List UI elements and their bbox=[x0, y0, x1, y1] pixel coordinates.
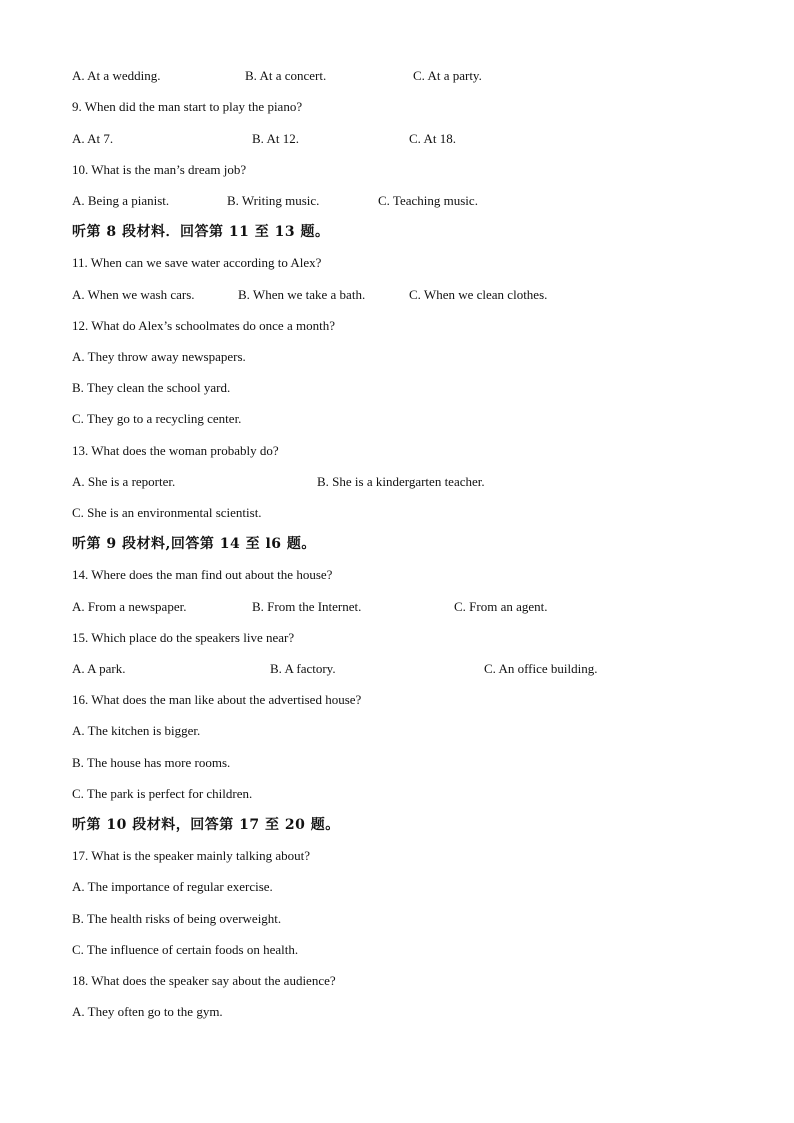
option-b: B. From the Internet. bbox=[252, 599, 362, 614]
option-c: C. From an agent. bbox=[454, 599, 548, 614]
option-a: A. At a wedding. bbox=[72, 68, 161, 83]
option-b: B. At a concert. bbox=[245, 68, 327, 83]
option-a: A. When we wash cars. bbox=[72, 287, 195, 302]
option-c: C. An office building. bbox=[484, 661, 598, 676]
question-14: 14. Where does the man find out about the house? bbox=[72, 567, 333, 582]
option-a: A. The kitchen is bigger. bbox=[72, 723, 201, 738]
question-13: 13. What does the woman probably do? bbox=[72, 443, 279, 458]
question-9: 9. When did the man start to play the piano? bbox=[72, 99, 303, 114]
question-16: 16. What does the man like about the advertised house? bbox=[72, 692, 362, 707]
question-10: 10. What is the man’s dream job? bbox=[72, 162, 247, 177]
section-heading: 听第 10 段材料，回答第 17 至 20 题。 bbox=[72, 817, 340, 833]
option-b: B. A factory. bbox=[270, 661, 336, 676]
option-a: A. At 7. bbox=[72, 131, 114, 146]
question-11: 11. When can we save water according to Alex? bbox=[72, 255, 322, 270]
section-heading: 听第 8 段材料．回答第 11 至 13 题。 bbox=[72, 224, 330, 240]
option-c: C. The influence of certain foods on health. bbox=[72, 942, 299, 957]
option-c: C. They go to a recycling center. bbox=[72, 411, 242, 426]
question-12: 12. What do Alex’s schoolmates do once a month? bbox=[72, 318, 335, 333]
question-18: 18. What does the speaker say about the audience? bbox=[72, 973, 336, 988]
option-b: B. The health risks of being overweight. bbox=[72, 911, 282, 926]
option-a: A. A park. bbox=[72, 661, 126, 676]
option-c: C. Teaching music. bbox=[378, 193, 478, 208]
option-b: B. At 12. bbox=[252, 131, 299, 146]
question-17: 17. What is the speaker mainly talking about? bbox=[72, 848, 311, 863]
option-c: C. The park is perfect for children. bbox=[72, 786, 253, 801]
section-heading: 听第 9 段材料,回答第 14 至 l6 题。 bbox=[72, 536, 316, 552]
option-c: C. At 18. bbox=[409, 131, 456, 146]
option-c: C. She is an environmental scientist. bbox=[72, 505, 262, 520]
option-c: C. When we clean clothes. bbox=[409, 287, 548, 302]
option-c: C. At a party. bbox=[413, 68, 482, 83]
option-a: A. From a newspaper. bbox=[72, 599, 187, 614]
option-a: A. They throw away newspapers. bbox=[72, 349, 246, 364]
option-a: A. She is a reporter. bbox=[72, 474, 176, 489]
option-b: B. The house has more rooms. bbox=[72, 755, 231, 770]
option-b: B. When we take a bath. bbox=[238, 287, 366, 302]
question-15: 15. Which place do the speakers live near? bbox=[72, 630, 295, 645]
option-a: A. They often go to the gym. bbox=[72, 1004, 223, 1019]
option-b: B. She is a kindergarten teacher. bbox=[317, 474, 485, 489]
option-a: A. Being a pianist. bbox=[72, 193, 170, 208]
option-a: A. The importance of regular exercise. bbox=[72, 879, 273, 894]
option-b: B. Writing music. bbox=[227, 193, 320, 208]
option-b: B. They clean the school yard. bbox=[72, 380, 231, 395]
